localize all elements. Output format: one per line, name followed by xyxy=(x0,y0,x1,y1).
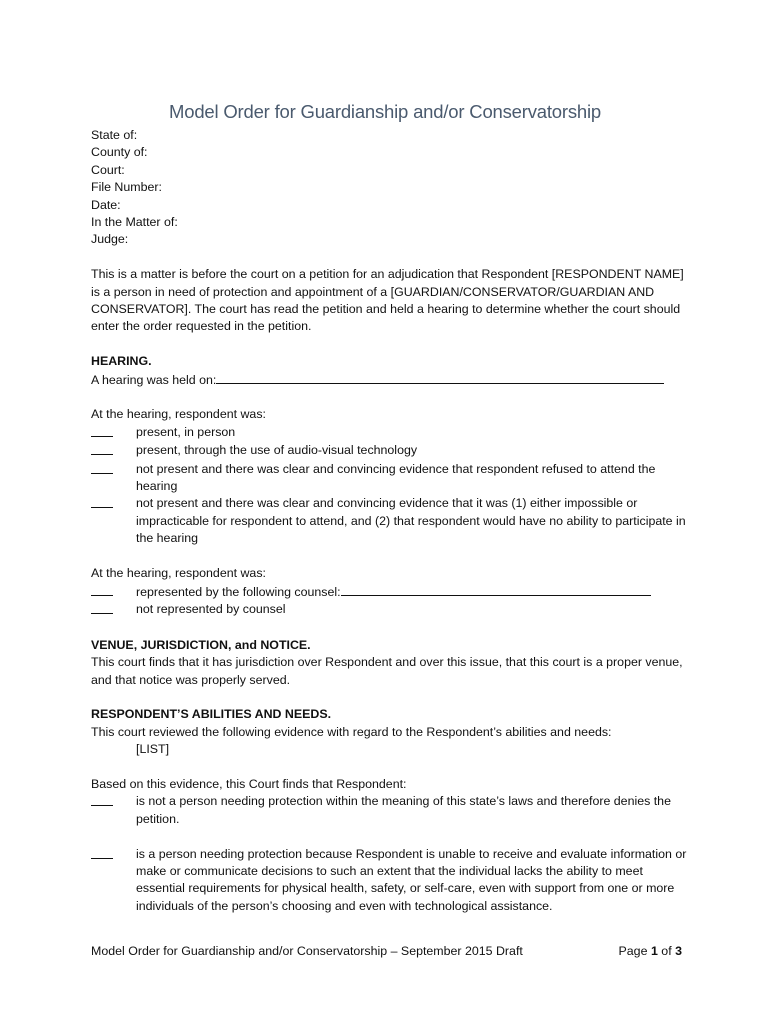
respondent-presence-label: At the hearing, respondent was: xyxy=(91,407,266,422)
counsel-option xyxy=(91,583,691,601)
finding-option xyxy=(91,846,691,916)
field-file-number: File Number: xyxy=(91,180,162,195)
hearing-held-on-label: A hearing was held on: xyxy=(91,372,217,387)
page-footer xyxy=(91,944,682,958)
field-date: Date: xyxy=(91,197,121,212)
counsel-option-text: represented by the following counsel: xyxy=(136,584,341,599)
document-title: Model Order for Guardianship and/or Conservatorship xyxy=(169,101,601,122)
presence-option-text: not present and there was clear and convincing evidence that respondent refused to attend the hearing xyxy=(136,461,656,494)
counsel-option-text: not represented by counsel xyxy=(136,601,286,616)
venue-paragraph: This court finds that it has jurisdiction over Respondent and over this issue, that this court is a proper venue, and that notice was properly served. xyxy=(91,655,683,687)
counsel-option xyxy=(91,601,691,619)
intro-paragraph: This is a matter is before the court on a petition for an adjudication that Respondent [RESPONDENT NAME] is a person in need of protection and appointment of a [GUARDIAN/CONSERVATOR/GUARDIAN AND CONSERVATOR]. The court has read the petition and held a hearing to determine whether the court should enter the order requested in the petition. xyxy=(91,267,684,334)
finding-option-text: is not a person needing protection within the meaning of this state’s laws and therefore denies the petition. xyxy=(136,794,671,826)
page-number: Page 1 of 3 xyxy=(618,944,682,958)
presence-option-text: not present and there was clear and convincing evidence that it was (1) either impossible or impracticable for respondent to attend, and (2) that respondent would have no ability to participate in the hearing xyxy=(136,496,686,546)
field-matter-of: In the Matter of: xyxy=(91,215,178,230)
venue-heading: VENUE, JURISDICTION, and NOTICE. xyxy=(91,637,311,652)
finding-option-text: is a person needing protection because Respondent is unable to receive and evaluate information or make or communicate decisions to such an extent that the individual lacks the ability to meet essential requirements for physical health, safety, or self-care, even with support from one or more individuals of the person’s choosing and even with technological assistance. xyxy=(136,846,687,913)
respondent-counsel-label: At the hearing, respondent was: xyxy=(91,566,266,581)
presence-option-text: present, in person xyxy=(136,424,236,439)
finding-option xyxy=(91,793,691,828)
counsel-checkbox-blank[interactable] xyxy=(91,601,113,614)
field-county: County of: xyxy=(91,145,148,160)
presence-option xyxy=(91,461,691,496)
presence-checkbox-blank[interactable] xyxy=(91,461,113,474)
abilities-paragraph: This court reviewed the following evidence with regard to the Respondent’s abilities and needs: xyxy=(91,724,612,739)
counsel-name-blank[interactable] xyxy=(341,583,651,596)
finding-checkbox-blank[interactable] xyxy=(91,846,113,859)
presence-option-text: present, through the use of audio-visual technology xyxy=(136,443,418,458)
presence-checkbox-blank[interactable] xyxy=(91,442,113,455)
presence-checkbox-blank[interactable] xyxy=(91,495,113,508)
page-current: 1 xyxy=(650,944,658,958)
finding-checkbox-blank[interactable] xyxy=(91,793,113,806)
findings-label: Based on this evidence, this Court finds that Respondent: xyxy=(91,776,407,791)
field-state: State of: xyxy=(91,128,138,142)
presence-option xyxy=(91,442,691,460)
hearing-date-blank[interactable] xyxy=(216,371,664,384)
presence-checkbox-blank[interactable] xyxy=(91,424,113,437)
field-court: Court: xyxy=(91,162,125,177)
header-fields xyxy=(91,127,691,249)
abilities-heading: RESPONDENT’S ABILITIES AND NEEDS. xyxy=(91,707,332,722)
presence-option xyxy=(91,424,691,442)
hearing-held-on xyxy=(91,371,691,389)
evidence-list-placeholder: [LIST] xyxy=(136,742,170,757)
hearing-heading: HEARING. xyxy=(91,354,152,369)
document-body xyxy=(91,127,691,915)
footer-document-title: Model Order for Guardianship and/or Conservatorship – September 2015 Draft xyxy=(91,944,523,958)
presence-option xyxy=(91,495,691,547)
counsel-checkbox-blank[interactable] xyxy=(91,583,113,596)
page-total: 3 xyxy=(675,944,682,958)
field-judge: Judge: xyxy=(91,232,129,247)
